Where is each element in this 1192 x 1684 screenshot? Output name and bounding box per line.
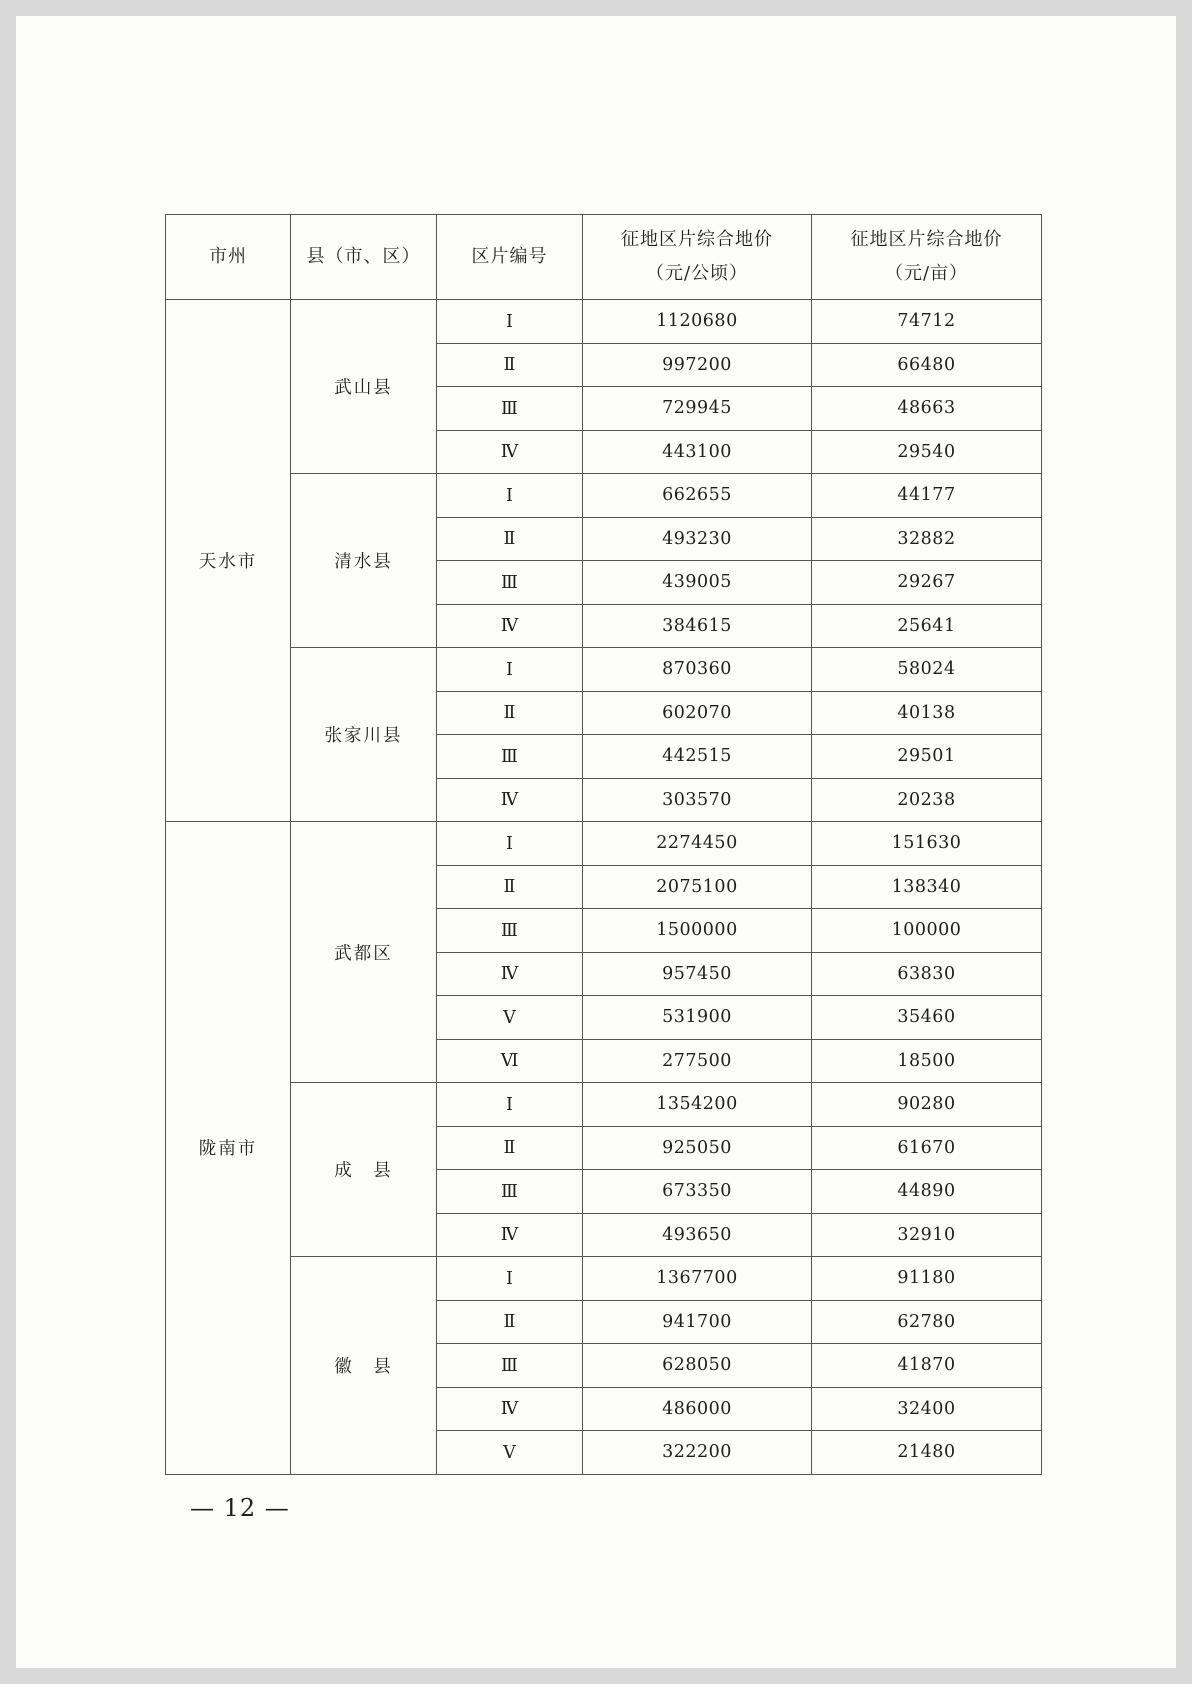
header-price-per-hectare	[583, 215, 812, 300]
price-per-hectare-cell: 957450	[583, 952, 812, 996]
zone-number-cell: Ⅴ	[437, 996, 583, 1040]
zone-number-cell: Ⅱ	[437, 691, 583, 735]
zone-number-cell: Ⅳ	[437, 430, 583, 474]
price-per-hectare-cell: 303570	[583, 778, 812, 822]
price-per-hectare-cell: 2075100	[583, 865, 812, 909]
header-price-per-mu	[812, 215, 1042, 300]
price-per-mu-cell: 74712	[812, 300, 1042, 344]
price-per-mu-cell: 20238	[812, 778, 1042, 822]
price-per-mu-cell: 90280	[812, 1083, 1042, 1127]
county-cell: 张家川县	[291, 648, 437, 822]
price-per-mu-cell: 66480	[812, 343, 1042, 387]
price-per-mu-cell: 35460	[812, 996, 1042, 1040]
header-city: 市州	[166, 215, 291, 300]
price-per-mu-cell: 138340	[812, 865, 1042, 909]
zone-number-cell: Ⅴ	[437, 1431, 583, 1475]
table-row	[166, 1257, 1042, 1301]
zone-number-cell: Ⅲ	[437, 1344, 583, 1388]
price-per-mu-cell: 29267	[812, 561, 1042, 605]
price-per-mu-cell: 40138	[812, 691, 1042, 735]
zone-number-cell: Ⅳ	[437, 1213, 583, 1257]
price-per-hectare-cell: 1354200	[583, 1083, 812, 1127]
price-per-hectare-cell: 277500	[583, 1039, 812, 1083]
price-per-hectare-cell: 1367700	[583, 1257, 812, 1301]
price-per-mu-cell: 44177	[812, 474, 1042, 518]
zone-number-cell: Ⅰ	[437, 1257, 583, 1301]
price-per-hectare-cell: 493230	[583, 517, 812, 561]
zone-number-cell: Ⅰ	[437, 1083, 583, 1127]
header-price-per-mu-title: 征地区片综合地价	[850, 229, 1003, 250]
zone-number-cell: Ⅳ	[437, 952, 583, 996]
price-per-hectare-cell: 1120680	[583, 300, 812, 344]
price-per-mu-cell: 63830	[812, 952, 1042, 996]
price-per-mu-cell: 29540	[812, 430, 1042, 474]
zone-number-cell: Ⅳ	[437, 1387, 583, 1431]
zone-number-cell: Ⅲ	[437, 561, 583, 605]
price-per-hectare-cell: 925050	[583, 1126, 812, 1170]
zone-number-cell: Ⅱ	[437, 865, 583, 909]
page-number: — 12 —	[190, 1494, 290, 1522]
header-county: 县（市、区）	[291, 215, 437, 300]
price-per-hectare-cell: 442515	[583, 735, 812, 779]
header-price-per-hectare-unit: （元/公顷）	[645, 263, 749, 284]
table-body	[166, 300, 1042, 1475]
price-per-hectare-cell: 493650	[583, 1213, 812, 1257]
city-cell: 陇南市	[166, 822, 291, 1475]
zone-number-cell: Ⅲ	[437, 1170, 583, 1214]
price-per-hectare-cell: 439005	[583, 561, 812, 605]
price-per-mu-cell: 44890	[812, 1170, 1042, 1214]
price-per-hectare-cell: 870360	[583, 648, 812, 692]
price-per-hectare-cell: 486000	[583, 1387, 812, 1431]
zone-number-cell: Ⅲ	[437, 909, 583, 953]
price-per-mu-cell: 48663	[812, 387, 1042, 431]
price-per-hectare-cell: 997200	[583, 343, 812, 387]
price-per-mu-cell: 151630	[812, 822, 1042, 866]
zone-number-cell: Ⅱ	[437, 343, 583, 387]
price-per-hectare-cell: 729945	[583, 387, 812, 431]
zone-number-cell: Ⅳ	[437, 604, 583, 648]
price-per-hectare-cell: 673350	[583, 1170, 812, 1214]
price-per-hectare-cell: 443100	[583, 430, 812, 474]
table-row	[166, 474, 1042, 518]
price-per-hectare-cell: 662655	[583, 474, 812, 518]
header-zone-number: 区片编号	[437, 215, 583, 300]
price-per-mu-cell: 21480	[812, 1431, 1042, 1475]
price-per-mu-cell: 62780	[812, 1300, 1042, 1344]
price-per-hectare-cell: 941700	[583, 1300, 812, 1344]
price-per-hectare-cell: 1500000	[583, 909, 812, 953]
header-price-per-mu-unit: （元/亩）	[884, 263, 969, 284]
city-cell: 天水市	[166, 300, 291, 822]
zone-number-cell: Ⅳ	[437, 778, 583, 822]
header-price-per-hectare-title: 征地区片综合地价	[621, 229, 773, 250]
table-row	[166, 648, 1042, 692]
zone-number-cell: Ⅰ	[437, 648, 583, 692]
price-per-mu-cell: 32400	[812, 1387, 1042, 1431]
zone-number-cell: Ⅱ	[437, 1126, 583, 1170]
zone-number-cell: Ⅲ	[437, 735, 583, 779]
zone-number-cell: Ⅰ	[437, 300, 583, 344]
price-per-mu-cell: 25641	[812, 604, 1042, 648]
zone-number-cell: Ⅱ	[437, 1300, 583, 1344]
price-per-mu-cell: 100000	[812, 909, 1042, 953]
price-per-hectare-cell: 384615	[583, 604, 812, 648]
price-per-mu-cell: 58024	[812, 648, 1042, 692]
price-per-mu-cell: 32882	[812, 517, 1042, 561]
county-cell: 武都区	[291, 822, 437, 1083]
price-per-hectare-cell: 602070	[583, 691, 812, 735]
county-cell: 武山县	[291, 300, 437, 474]
land-price-table	[165, 214, 1042, 1475]
table-row	[166, 1083, 1042, 1127]
table-header	[166, 215, 1042, 300]
zone-number-cell: Ⅲ	[437, 387, 583, 431]
table-row	[166, 822, 1042, 866]
table-row	[166, 300, 1042, 344]
county-cell: 清水县	[291, 474, 437, 648]
price-per-hectare-cell: 531900	[583, 996, 812, 1040]
price-per-hectare-cell: 628050	[583, 1344, 812, 1388]
county-cell: 徽 县	[291, 1257, 437, 1475]
zone-number-cell: Ⅱ	[437, 517, 583, 561]
header-row	[166, 215, 1042, 300]
price-per-hectare-cell: 2274450	[583, 822, 812, 866]
price-per-mu-cell: 91180	[812, 1257, 1042, 1301]
price-per-mu-cell: 29501	[812, 735, 1042, 779]
zone-number-cell: Ⅰ	[437, 822, 583, 866]
price-per-mu-cell: 41870	[812, 1344, 1042, 1388]
zone-number-cell: Ⅰ	[437, 474, 583, 518]
county-cell: 成 县	[291, 1083, 437, 1257]
price-per-hectare-cell: 322200	[583, 1431, 812, 1475]
price-per-mu-cell: 61670	[812, 1126, 1042, 1170]
price-per-mu-cell: 18500	[812, 1039, 1042, 1083]
price-per-mu-cell: 32910	[812, 1213, 1042, 1257]
zone-number-cell: Ⅵ	[437, 1039, 583, 1083]
